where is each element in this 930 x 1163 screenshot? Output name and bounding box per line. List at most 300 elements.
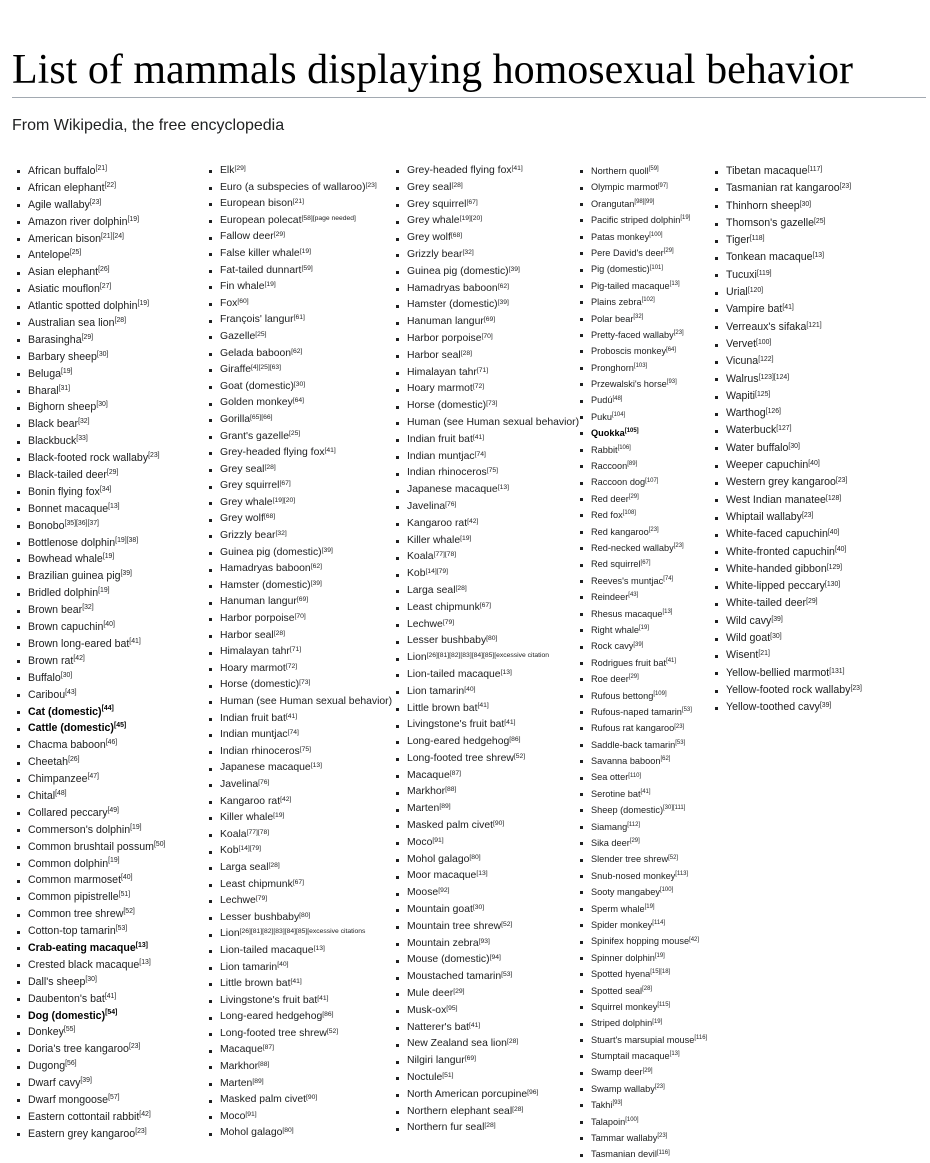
list-item[interactable]	[577, 392, 707, 408]
list-item[interactable]	[206, 1125, 392, 1142]
citation-ref[interactable]: [19]	[137, 300, 150, 308]
citation-ref[interactable]: [60]	[237, 297, 249, 305]
species-name[interactable]: Red-necked wallaby	[591, 542, 674, 553]
list-item[interactable]	[14, 822, 165, 839]
list-item[interactable]	[14, 366, 165, 383]
species-name[interactable]: Pronghorn	[591, 362, 634, 373]
species-name[interactable]: Red fox	[591, 510, 623, 521]
list-item[interactable]	[14, 602, 165, 619]
list-item[interactable]	[393, 230, 579, 247]
species-name[interactable]: Stumptail macaque	[591, 1051, 670, 1062]
list-item[interactable]	[14, 704, 165, 721]
citation-ref[interactable]: [72]	[285, 662, 298, 670]
list-item[interactable]	[393, 751, 579, 768]
citation-ref[interactable]: [68]	[450, 232, 463, 240]
citation-ref[interactable]: [23]	[674, 723, 685, 730]
list-item[interactable]	[206, 196, 392, 213]
citation-ref[interactable]: [76]	[258, 778, 270, 786]
list-item[interactable]	[14, 1109, 165, 1126]
citation-ref[interactable]: [28]	[264, 463, 276, 471]
species-name[interactable]: Lechwe	[407, 618, 443, 630]
species-name[interactable]: Indian muntjac	[220, 729, 288, 741]
citation-ref[interactable]: [120]	[747, 287, 764, 295]
citation-ref[interactable]: [126]	[765, 408, 781, 416]
list-item[interactable]	[393, 868, 579, 885]
species-name[interactable]: Lesser bushbaby	[220, 911, 300, 923]
citation-ref[interactable]: [19][38]	[115, 536, 139, 544]
species-name[interactable]: Natterer's bat	[407, 1021, 470, 1033]
citation-ref[interactable]: [62]	[310, 563, 322, 571]
list-item[interactable]	[712, 578, 862, 595]
species-name[interactable]: Reeves's muntjac	[591, 575, 664, 586]
list-item[interactable]	[14, 619, 165, 636]
citation-ref[interactable]: [29]	[628, 674, 639, 681]
list-item[interactable]	[393, 902, 579, 919]
species-name[interactable]: Red kangaroo	[591, 526, 649, 537]
species-name[interactable]: Pere David's deer	[591, 247, 664, 258]
citation-ref[interactable]: [105]	[624, 428, 639, 435]
species-name[interactable]: Grey seal	[407, 181, 452, 193]
species-name[interactable]: Mountain zebra	[407, 937, 479, 949]
citation-ref[interactable]: [19]	[130, 823, 142, 831]
species-name[interactable]: Doria's tree kangaroo	[28, 1043, 129, 1056]
list-item[interactable]	[14, 1024, 165, 1041]
citation-ref[interactable]: [72]	[472, 383, 485, 391]
list-item[interactable]	[393, 701, 579, 718]
species-name[interactable]: Mohol galago	[407, 853, 470, 865]
citation-ref[interactable]: [30][111]	[663, 805, 686, 812]
citation-ref[interactable]: [62]	[660, 756, 671, 763]
list-item[interactable]	[712, 509, 862, 526]
list-item[interactable]	[577, 1048, 707, 1064]
list-item[interactable]	[206, 263, 392, 280]
list-item[interactable]	[577, 1032, 707, 1048]
species-name[interactable]: Long-footed tree shrew	[407, 752, 514, 764]
citation-ref[interactable]: [100]	[625, 1116, 639, 1123]
list-item[interactable]	[577, 901, 707, 917]
citation-ref[interactable]: [41]	[469, 1021, 481, 1029]
list-item[interactable]	[14, 687, 165, 704]
list-item[interactable]	[577, 933, 707, 949]
list-item[interactable]	[14, 416, 165, 433]
species-name[interactable]: Reindeer	[591, 592, 629, 603]
list-item[interactable]	[206, 1042, 392, 1059]
species-name[interactable]: Marten	[220, 1077, 253, 1089]
species-name[interactable]: Black bear	[28, 418, 79, 431]
list-item[interactable]	[14, 940, 165, 957]
species-name[interactable]: Bonobo	[28, 519, 65, 532]
list-item[interactable]	[14, 264, 165, 281]
list-item[interactable]	[577, 409, 707, 425]
species-name[interactable]: Barasingha	[28, 333, 82, 346]
citation-ref[interactable]: [40]	[808, 459, 820, 467]
citation-ref[interactable]: [90]	[493, 820, 505, 828]
citation-ref[interactable]: [89]	[439, 803, 451, 811]
species-name[interactable]: Right whale	[591, 624, 640, 635]
citation-ref[interactable]: [80]	[282, 1127, 294, 1135]
list-item[interactable]	[577, 1097, 707, 1113]
citation-ref[interactable]: [40]	[464, 685, 476, 693]
citation-ref[interactable]: [23]	[148, 452, 160, 460]
list-item[interactable]	[14, 281, 165, 298]
species-name[interactable]: Gorilla	[220, 413, 251, 425]
list-item[interactable]	[206, 429, 392, 446]
list-item[interactable]	[712, 163, 862, 180]
species-name[interactable]: Dog (domestic)	[28, 1009, 106, 1022]
species-name[interactable]: Patas monkey	[591, 231, 650, 242]
citation-ref[interactable]: [32]	[462, 248, 474, 256]
list-item[interactable]	[393, 784, 579, 801]
citation-ref[interactable]: [29]	[453, 988, 465, 996]
citation-ref[interactable]: [87]	[449, 769, 462, 777]
species-name[interactable]: False killer whale	[220, 247, 300, 259]
citation-ref[interactable]: [47]	[87, 773, 99, 780]
species-name[interactable]: Collared peccary	[28, 806, 108, 819]
list-item[interactable]	[393, 717, 579, 734]
list-item[interactable]	[206, 893, 392, 910]
species-name[interactable]: White-faced capuchin	[726, 528, 828, 541]
species-name[interactable]: Himalayan tahr	[407, 366, 477, 378]
citation-ref[interactable]: [87]	[262, 1044, 275, 1052]
species-name[interactable]: Common pipistrelle	[28, 891, 119, 904]
citation-ref[interactable]: [28]	[484, 1122, 496, 1130]
list-item[interactable]	[393, 1104, 579, 1121]
species-name[interactable]: Lion tamarin	[220, 961, 278, 973]
citation-ref[interactable]: [21]	[95, 164, 107, 172]
citation-ref[interactable]: [127]	[776, 425, 792, 433]
species-name[interactable]: Fat-tailed dunnart	[220, 264, 302, 276]
citation-ref[interactable]: [28]	[455, 584, 467, 592]
species-name[interactable]: Tasmanian devil	[591, 1149, 657, 1160]
citation-ref[interactable]: [116]	[694, 1034, 708, 1041]
list-item[interactable]	[206, 395, 392, 412]
species-name[interactable]: New Zealand sea lion	[407, 1038, 507, 1050]
list-item[interactable]	[14, 551, 165, 568]
list-item[interactable]	[14, 889, 165, 906]
citation-ref[interactable]: [59]	[301, 264, 313, 272]
species-name[interactable]: Tiger	[726, 234, 750, 247]
citation-ref[interactable]: [43]	[628, 592, 639, 599]
list-item[interactable]	[712, 371, 862, 388]
citation-ref[interactable]: [75]	[486, 467, 498, 475]
list-item[interactable]	[206, 611, 392, 628]
citation-ref[interactable]: [44]	[101, 705, 114, 713]
citation-ref[interactable]: [58][page needed]	[301, 214, 356, 222]
citation-ref[interactable]: [39]	[819, 702, 832, 710]
list-item[interactable]	[206, 180, 392, 197]
species-name[interactable]: Horse (domestic)	[220, 679, 300, 691]
citation-ref[interactable]: [79]	[255, 895, 268, 903]
list-item[interactable]	[577, 1130, 707, 1146]
citation-ref[interactable]: [93]	[612, 1100, 623, 1107]
species-name[interactable]: Gelada baboon	[220, 347, 292, 359]
citation-ref[interactable]: [34]	[99, 485, 112, 493]
list-item[interactable]	[14, 805, 165, 822]
species-name[interactable]: Masked palm civet	[407, 820, 494, 832]
list-item[interactable]	[206, 462, 392, 479]
species-name[interactable]: Plains zebra	[591, 297, 642, 308]
species-name[interactable]: Gazelle	[220, 330, 256, 342]
citation-ref[interactable]: [69]	[464, 1055, 477, 1063]
list-item[interactable]	[206, 777, 392, 794]
list-item[interactable]	[14, 1008, 165, 1025]
citation-ref[interactable]: [80]	[299, 911, 311, 919]
citation-ref[interactable]: [89]	[627, 461, 638, 468]
list-item[interactable]	[206, 511, 392, 528]
citation-ref[interactable]: [30]	[770, 632, 782, 640]
list-item[interactable]	[206, 246, 392, 263]
citation-ref[interactable]: [123][124]	[758, 373, 790, 381]
citation-ref[interactable]: [103]	[633, 362, 648, 369]
species-name[interactable]: Mountain goat	[407, 904, 473, 916]
citation-ref[interactable]: [19][20]	[459, 215, 483, 223]
list-item[interactable]	[577, 196, 707, 212]
list-item[interactable]	[712, 474, 862, 491]
species-name[interactable]: Giraffe	[220, 364, 251, 376]
list-item[interactable]	[14, 839, 165, 856]
species-name[interactable]: Tonkean macaque	[726, 251, 813, 264]
species-name[interactable]: Tasmanian rat kangaroo	[726, 182, 840, 195]
list-item[interactable]	[393, 667, 579, 684]
species-name[interactable]: Buffalo	[28, 671, 61, 684]
species-name[interactable]: Pig (domestic)	[591, 264, 650, 275]
species-name[interactable]: Water buffalo	[726, 441, 789, 454]
species-name[interactable]: Talapoin	[591, 1116, 626, 1127]
list-item[interactable]	[577, 688, 707, 704]
list-item[interactable]	[14, 957, 165, 974]
list-item[interactable]	[577, 983, 707, 999]
list-item[interactable]	[393, 952, 579, 969]
citation-ref[interactable]: [32]	[82, 604, 94, 612]
species-name[interactable]: Fin whale	[220, 281, 265, 293]
species-name[interactable]: Grey seal	[220, 463, 265, 475]
species-name[interactable]: Livingstone's fruit bat	[407, 719, 505, 731]
list-item[interactable]	[712, 630, 862, 647]
species-name[interactable]: Grey wolf	[220, 513, 264, 525]
species-name[interactable]: Orangutan	[591, 198, 635, 209]
list-item[interactable]	[393, 852, 579, 869]
species-name[interactable]: Killer whale	[407, 534, 461, 546]
species-name[interactable]: Harbor porpoise	[220, 613, 295, 625]
species-name[interactable]: Indian fruit bat	[407, 433, 473, 445]
citation-ref[interactable]: [69]	[483, 316, 496, 324]
citation-ref[interactable]: [31]	[58, 384, 71, 392]
species-name[interactable]: Waterbuck	[726, 424, 777, 437]
list-item[interactable]	[14, 484, 165, 501]
species-name[interactable]: Lechwe	[220, 895, 256, 907]
list-item[interactable]	[393, 449, 579, 466]
list-item[interactable]	[393, 818, 579, 835]
citation-ref[interactable]: [29]	[663, 248, 674, 255]
citation-ref[interactable]: [39]	[771, 615, 783, 623]
species-name[interactable]: Lion-tailed macaque	[220, 944, 314, 956]
species-name[interactable]: Bonnet macaque	[28, 502, 109, 515]
list-item[interactable]	[14, 518, 165, 535]
list-item[interactable]	[393, 600, 579, 617]
citation-ref[interactable]: [51]	[118, 891, 131, 899]
citation-ref[interactable]: [30]	[788, 442, 800, 450]
citation-ref[interactable]: [28]	[268, 861, 280, 869]
species-name[interactable]: Cotton-top tamarin	[28, 925, 116, 938]
citation-ref[interactable]: [62]	[291, 347, 303, 355]
citation-ref[interactable]: [116]	[656, 1149, 670, 1156]
citation-ref[interactable]: [25]	[69, 249, 82, 257]
list-item[interactable]	[577, 245, 707, 261]
citation-ref[interactable]: [32]	[633, 313, 644, 320]
citation-ref[interactable]: [23]	[89, 198, 102, 206]
citation-ref[interactable]: [80]	[469, 853, 481, 861]
species-name[interactable]: Puku	[591, 411, 612, 422]
species-name[interactable]: Australian sea lion	[28, 317, 115, 330]
citation-ref[interactable]: [28]	[512, 1105, 524, 1113]
species-name[interactable]: Sheep (domestic)	[591, 805, 664, 816]
species-name[interactable]: Long-eared hedgehog	[407, 736, 510, 748]
citation-ref[interactable]: [93]	[478, 937, 490, 945]
species-name[interactable]: Kob	[220, 845, 239, 857]
list-item[interactable]	[577, 671, 707, 687]
list-item[interactable]	[577, 655, 707, 671]
citation-ref[interactable]: [100]	[756, 338, 772, 346]
citation-ref[interactable]: [56]	[65, 1060, 77, 1068]
species-name[interactable]: Slender tree shrew	[591, 854, 669, 865]
list-item[interactable]	[206, 279, 392, 296]
list-item[interactable]	[712, 215, 862, 232]
species-name[interactable]: Harbor seal	[407, 349, 461, 361]
citation-ref[interactable]: [50]	[154, 840, 166, 848]
list-item[interactable]	[712, 457, 862, 474]
citation-ref[interactable]: [52]	[501, 920, 513, 928]
species-name[interactable]: Moustached tamarin	[407, 971, 502, 983]
citation-ref[interactable]: [74]	[663, 575, 674, 582]
citation-ref[interactable]: [125]	[755, 390, 771, 398]
list-item[interactable]	[577, 311, 707, 327]
species-name[interactable]: François' langur	[220, 314, 294, 326]
citation-ref[interactable]: [86]	[509, 736, 521, 744]
list-item[interactable]	[393, 1036, 579, 1053]
list-item[interactable]	[206, 229, 392, 246]
citation-ref[interactable]: [53]	[501, 971, 513, 979]
species-name[interactable]: Rufous bettong	[591, 690, 654, 701]
species-name[interactable]: Striped dolphin	[591, 1018, 653, 1029]
species-name[interactable]: Lesser bushbaby	[407, 635, 487, 647]
citation-ref[interactable]: [42]	[280, 795, 292, 803]
citation-ref[interactable]: [76]	[445, 500, 457, 508]
list-item[interactable]	[577, 376, 707, 392]
species-name[interactable]: Grey squirrel	[220, 480, 280, 492]
list-item[interactable]	[393, 650, 579, 667]
list-item[interactable]	[393, 768, 579, 785]
list-item[interactable]	[393, 1120, 579, 1137]
species-name[interactable]: Atlantic spotted dolphin	[28, 300, 138, 313]
list-item[interactable]	[393, 566, 579, 583]
citation-ref[interactable]: [4][25][63]	[251, 364, 282, 372]
species-name[interactable]: Human (see Human sexual behavior)	[220, 696, 393, 707]
citation-ref[interactable]: [30]	[85, 975, 97, 983]
species-name[interactable]: Markhor	[407, 786, 446, 798]
species-name[interactable]: Crab-eating macaque	[28, 941, 136, 954]
species-name[interactable]: Raccoon	[591, 461, 628, 472]
list-item[interactable]	[393, 264, 579, 281]
species-name[interactable]: Long-eared hedgehog	[220, 1011, 323, 1023]
list-item[interactable]	[206, 960, 392, 977]
species-name[interactable]: Javelina	[407, 500, 446, 512]
species-name[interactable]: Bottlenose dolphin	[28, 536, 116, 549]
species-name[interactable]: White-fronted capuchin	[726, 545, 835, 558]
species-name[interactable]: Guinea pig (domestic)	[220, 546, 322, 558]
citation-ref[interactable]: [112]	[627, 821, 641, 828]
citation-ref[interactable]: [107]	[645, 477, 659, 484]
species-name[interactable]: Brown long-eared bat	[28, 637, 130, 650]
citation-ref[interactable]: [42]	[73, 654, 85, 662]
citation-ref[interactable]: [23]	[673, 543, 684, 550]
list-item[interactable]	[393, 684, 579, 701]
species-name[interactable]: Grey whale	[220, 496, 273, 508]
citation-ref[interactable]: [130]	[824, 581, 841, 589]
citation-ref[interactable]: [41]	[666, 657, 677, 664]
species-name[interactable]: Pig-tailed macaque	[591, 280, 670, 291]
species-name[interactable]: Red squirrel	[591, 559, 641, 570]
species-name[interactable]: Bridled dolphin	[28, 587, 99, 600]
species-name[interactable]: Harbor porpoise	[407, 332, 482, 344]
citation-ref[interactable]: [41]	[290, 978, 302, 986]
species-name[interactable]: Marten	[407, 803, 440, 815]
citation-ref[interactable]: [71]	[476, 366, 489, 374]
species-name[interactable]: Euro (a subspecies of wallaroo)	[220, 181, 366, 193]
list-item[interactable]	[14, 653, 165, 670]
species-name[interactable]: African elephant	[28, 181, 105, 194]
species-name[interactable]: Long-footed tree shrew	[220, 1027, 327, 1039]
list-item[interactable]	[14, 872, 165, 889]
list-item[interactable]	[393, 432, 579, 449]
species-name[interactable]: Saddle-back tamarin	[591, 739, 676, 750]
list-item[interactable]	[206, 362, 392, 379]
species-name[interactable]: American bison	[28, 232, 102, 245]
list-item[interactable]	[206, 1109, 392, 1126]
species-name[interactable]: Golden monkey	[220, 397, 293, 409]
citation-ref[interactable]: [101]	[649, 264, 663, 271]
citation-ref[interactable]: [21][24]	[101, 232, 124, 240]
citation-ref[interactable]: [41]	[504, 719, 516, 727]
species-name[interactable]: Cheetah	[28, 756, 69, 769]
species-name[interactable]: Beluga	[28, 367, 61, 380]
citation-ref[interactable]: [114]	[652, 920, 666, 927]
list-item[interactable]	[393, 549, 579, 566]
citation-ref[interactable]: [40]	[103, 620, 115, 628]
species-name[interactable]: Nilgiri langur	[407, 1055, 465, 1067]
list-item[interactable]	[14, 467, 165, 484]
list-item[interactable]	[577, 163, 707, 179]
citation-ref[interactable]: [42]	[139, 1110, 151, 1118]
citation-ref[interactable]: [23]	[839, 183, 852, 191]
species-name[interactable]: Tucuxi	[726, 268, 757, 281]
species-name[interactable]: Hamster (domestic)	[407, 299, 498, 311]
citation-ref[interactable]: [39]	[508, 265, 520, 273]
species-name[interactable]: Squirrel monkey	[591, 1001, 658, 1012]
citation-ref[interactable]: [41]	[511, 164, 523, 172]
list-item[interactable]	[206, 213, 392, 230]
citation-ref[interactable]: [74]	[474, 450, 486, 458]
citation-ref[interactable]: [53]	[681, 707, 692, 714]
citation-ref[interactable]: [41]	[472, 433, 485, 441]
citation-ref[interactable]: [86]	[322, 1011, 334, 1019]
citation-ref[interactable]: [121]	[806, 321, 822, 329]
species-name[interactable]: Macaque	[220, 1044, 263, 1056]
species-name[interactable]: Stuart's marsupial mouse	[591, 1034, 695, 1045]
citation-ref[interactable]: [73]	[486, 400, 498, 408]
list-item[interactable]	[577, 229, 707, 245]
list-item[interactable]	[14, 1058, 165, 1075]
list-item[interactable]	[206, 661, 392, 678]
